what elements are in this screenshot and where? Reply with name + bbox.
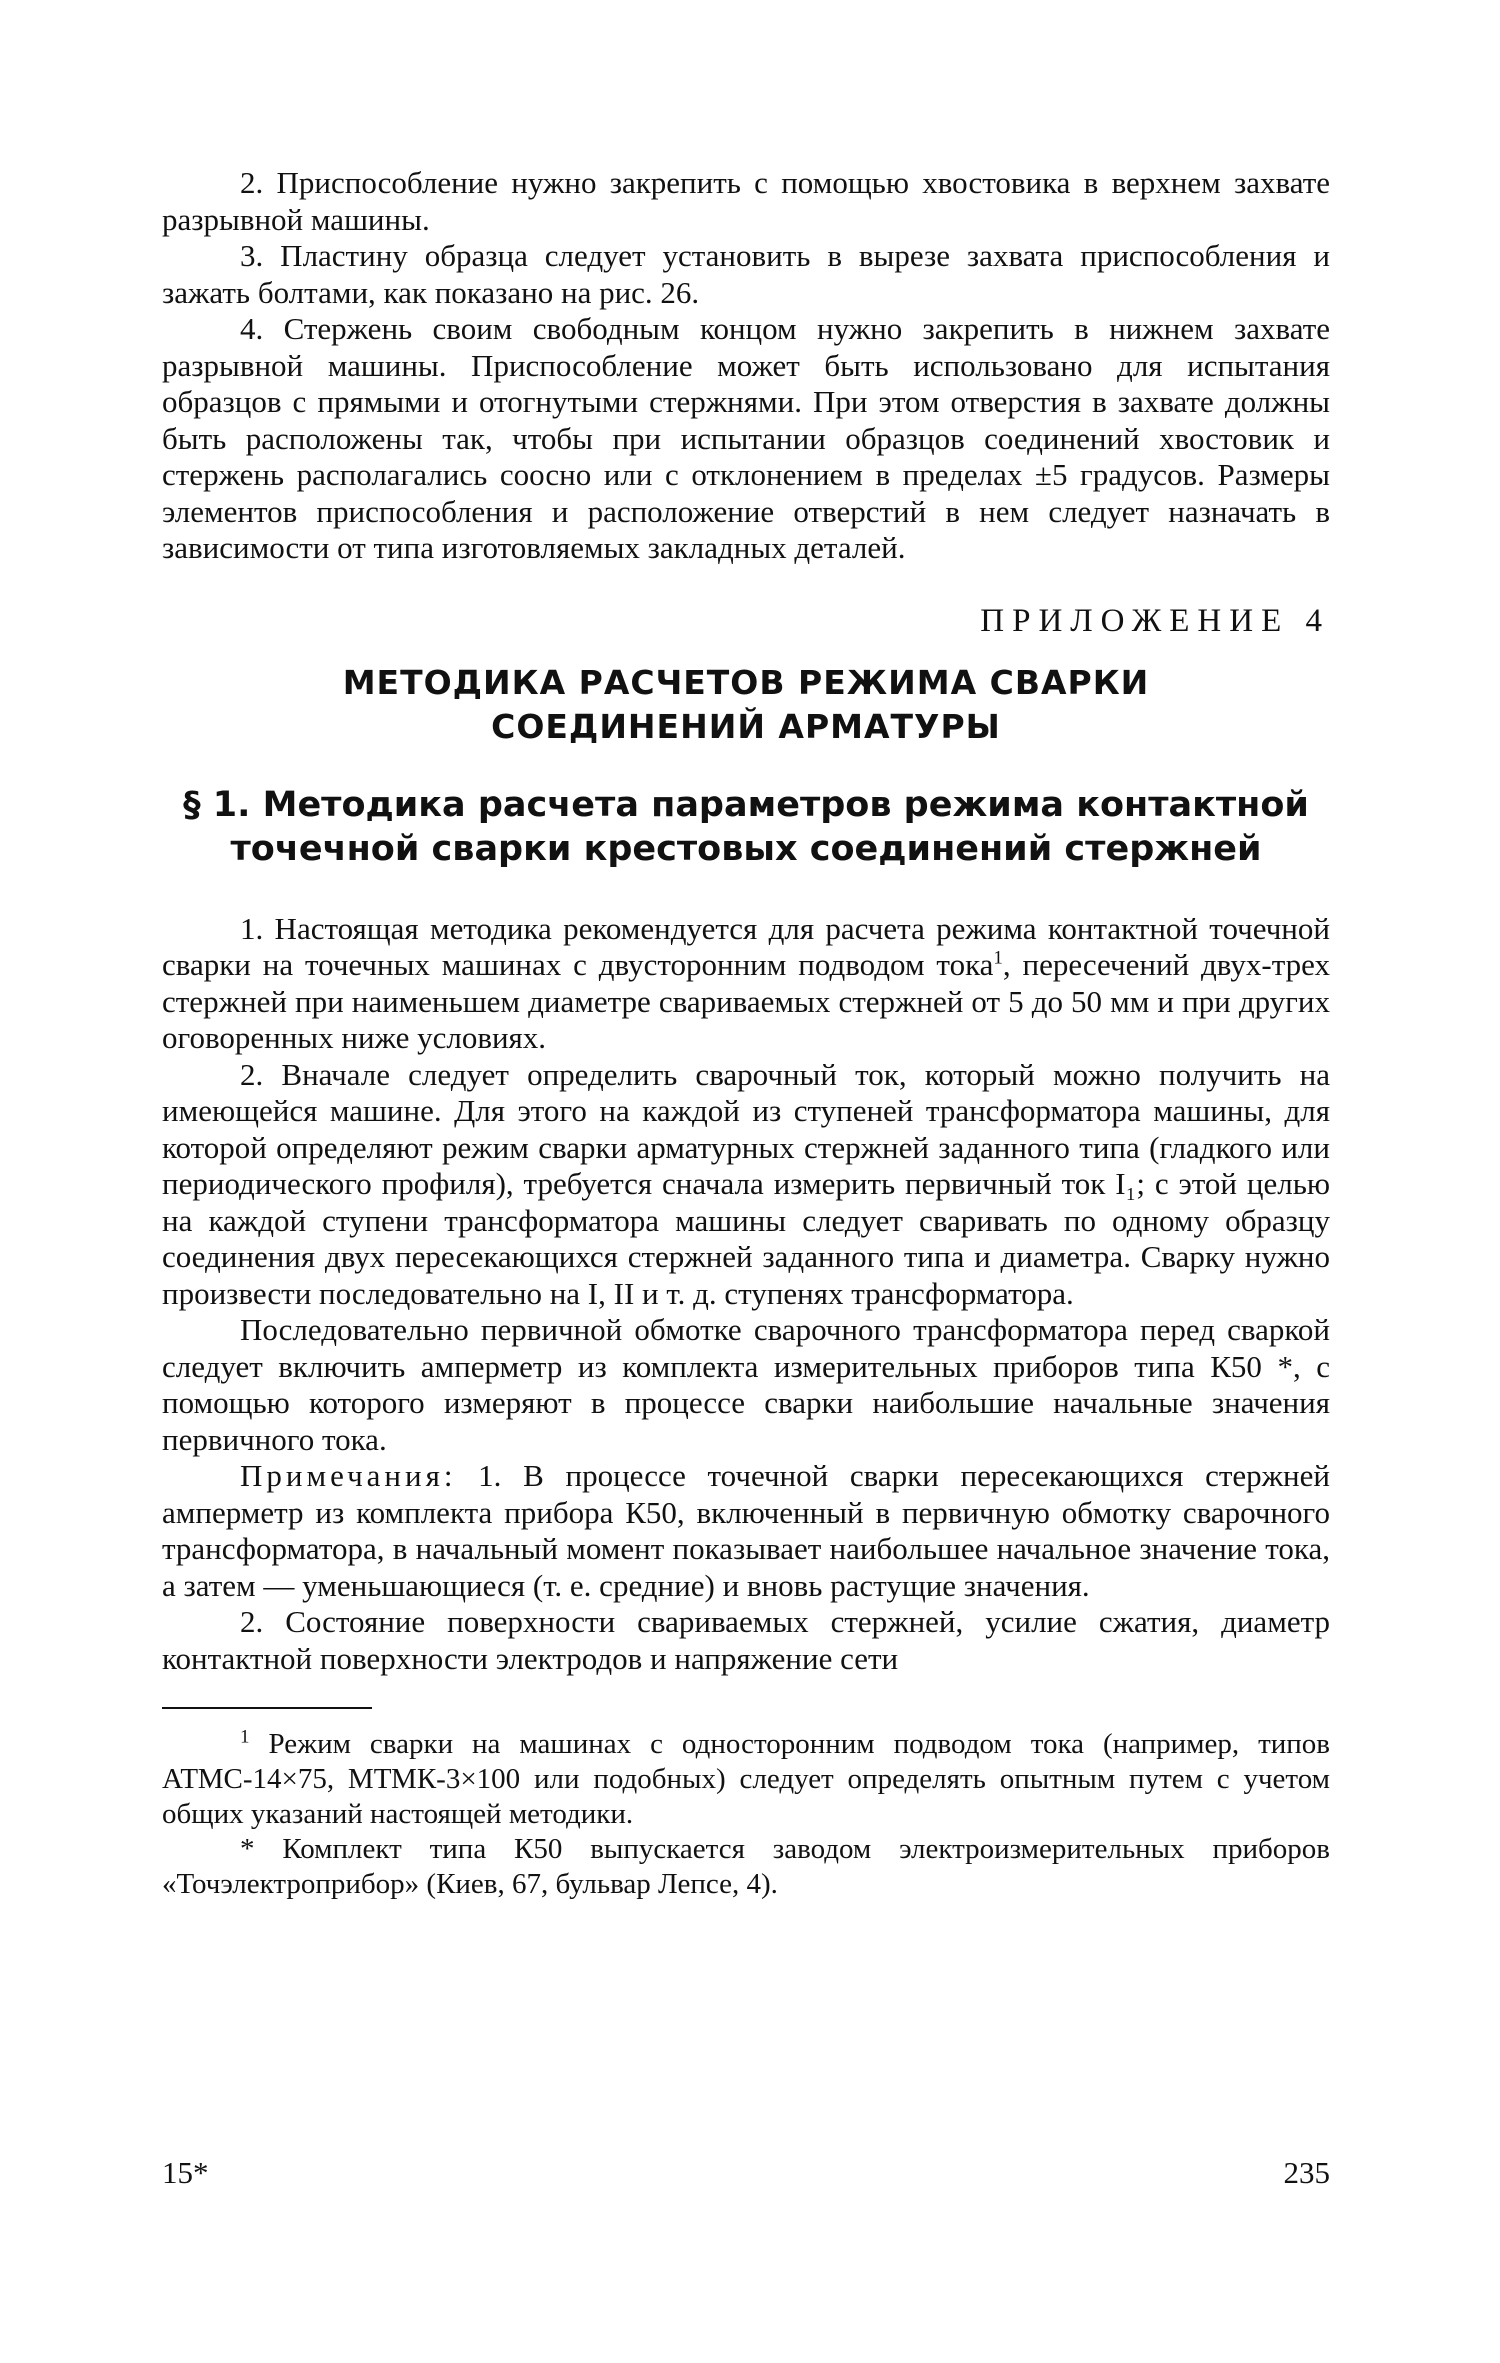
- main-title-line-1: МЕТОДИКА РАСЧЕТОВ РЕЖИМА СВАРКИ: [342, 662, 1150, 702]
- footnote-1-text: Режим сварки на машинах с односторонним подводом тока (например, типов АТМС-14×75, МТМК-3×100 или подобных) следует определять опытным путем с учетом общих указаний настоящей методики.: [162, 1728, 1330, 1830]
- paragraph-2: 2. Приспособление нужно закрепить с помощью хвостовика в верхнем захвате разрывной машины.: [162, 165, 1330, 237]
- footnote-2: * Комплект типа К50 выпускается заводом электроизмерительных приборов «Точэлектроприбор» (Киев, 67, бульвар Лепсе, 4).: [162, 1833, 1330, 1900]
- footnote-1-mark: 1: [240, 1726, 250, 1748]
- paragraph-3: 3. Пластину образца следует установить в вырезе захвата приспособления и зажать болтами, как показано на рис. 26.: [162, 238, 1330, 310]
- footnote-ref-1: 1: [993, 947, 1003, 969]
- method-paragraph-1-start: 1. Настоящая методика рекомендуется для расчета режима контактной точечной сварки на точечных машинах с двусторонним подводом тока: [162, 910, 1330, 982]
- method-paragraph-1-end: , пересечений двух-трех стержней при наименьшем диаметре свариваемых стержней от 5 до 50 мм и при других оговоренных ниже условиях.: [162, 947, 1330, 1055]
- method-paragraph-3: Последовательно первичной обмотке сварочного трансформатора перед сваркой следует включить амперметр из комплекта измерительных приборов типа К50 *, с помощью которого измеряют в процессе сварки наибольшие начальные значения первичного тока.: [162, 1312, 1330, 1457]
- method-paragraph-2: 2. Вначале следует определить сварочный ток, который можно получить на имеющейся машине. Для этого на каждой из ступеней трансформатора машины, для которой определяют режим сварки арматурных стержней заданного типа (гладкого или периодического профиля), требуется сначала измерить первичный ток I₁; с этой целью на каждой ступени трансформатора машины следует сваривать по одному образцу соединения двух пересекающихся стержней заданного типа и диаметра. Сварку нужно произвести последовательно на I, II и т. д. ступенях трансформатора.: [162, 1056, 1330, 1311]
- section-title: [162, 783, 1330, 871]
- main-title: [162, 661, 1330, 749]
- page-content: [162, 165, 1330, 1902]
- section-title-line-2: точечной сварки крестовых соединений стержней: [230, 828, 1262, 869]
- note-1-text: 1. В процессе точечной сварки пересекающихся стержней амперметр из комплекта прибора К50, включенный в первичную обмотку сварочного трансформатора, в начальный момент показывает наибольшее начальное значение тока, а затем — уменьшающиеся (т. е. средние) и вновь растущие значения.: [162, 1458, 1330, 1603]
- note-1: [162, 1458, 1330, 1604]
- note-label: Примечания:: [240, 1458, 457, 1493]
- note-2: 2. Состояние поверхности свариваемых стержней, усилие сжатия, диаметр контактной поверхности электродов и напряжение сети: [162, 1604, 1330, 1676]
- main-title-line-2: СОЕДИНЕНИЙ АРМАТУРЫ: [491, 706, 1001, 746]
- page-number: 235: [1283, 2155, 1330, 2190]
- footnotes: [162, 1727, 1330, 1902]
- method-paragraph-1: [162, 911, 1330, 1057]
- page-footer: [162, 2155, 1330, 2191]
- signature-mark: 15*: [162, 2155, 209, 2190]
- paragraph-4: 4. Стержень своим свободным концом нужно закрепить в нижнем захвате разрывной машины. Приспособление может быть использовано для испытания образцов с прямыми и отогнутыми стержнями. При этом отверстия в захвате должны быть расположены так, чтобы при испытании образцов соединений хвостовик и стержень располагались соосно или с отклонением в пределах ±5 градусов. Размеры элементов приспособления и расположение отверстий в нем следует назначать в зависимости от типа изготовляемых закладных деталей.: [162, 311, 1330, 565]
- section-title-line-1: § 1. Методика расчета параметров режима контактной: [183, 784, 1309, 825]
- footnote-1: [162, 1727, 1330, 1832]
- footnote-divider: [162, 1707, 372, 1709]
- appendix-label: ПРИЛОЖЕНИЕ 4: [980, 602, 1330, 639]
